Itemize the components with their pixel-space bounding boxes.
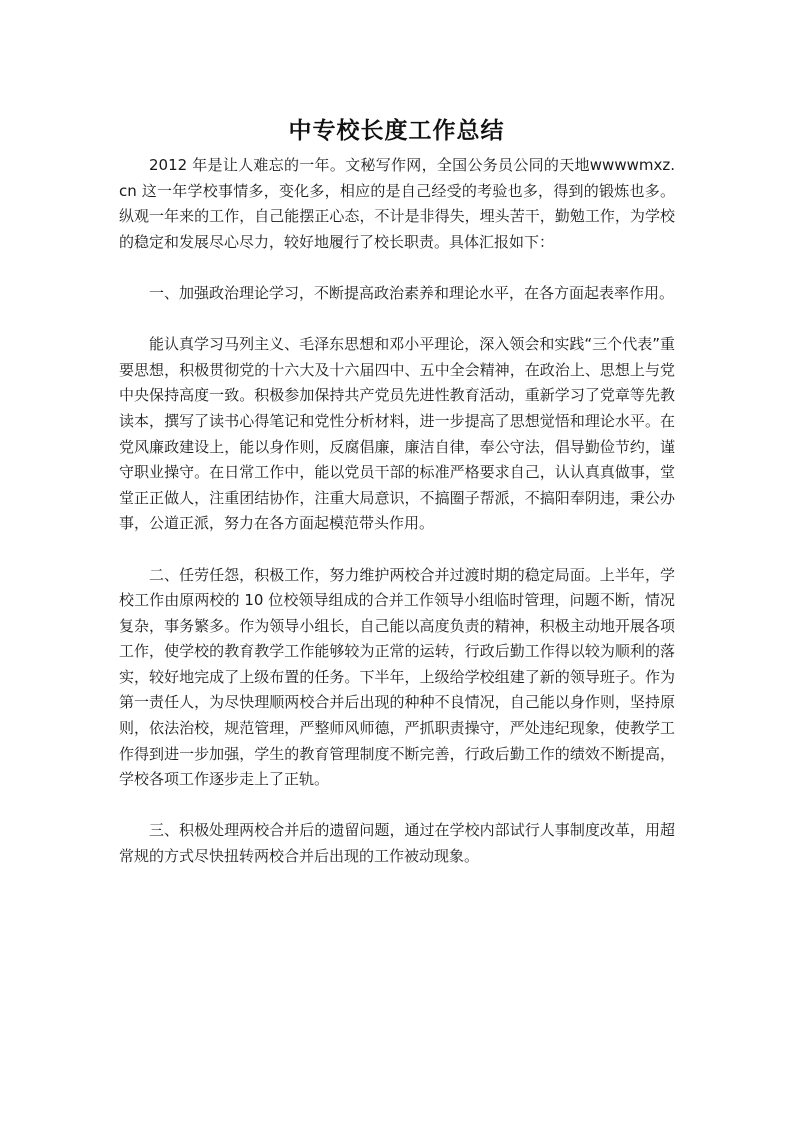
paragraph-section-1-body: 能认真学习马列主义、毛泽东思想和邓小平理论，深入领会和实践“三个代表”重要思想，积极贯彻党的十六大及十六届四中、五中全会精神，在政治上、思想上与党中央保持高度一致。积极参加保持共产党员先进性教育活动，重新学习了党章等先教读本，撰写了读书心得笔记和党性分析材料，进一步提高了思想觉悟和理论水平。在党风廉政建设上，能以身作则，反腐倡廉，廉洁自律，奉公守法，倡导勤俭节约，谨守职业操守。在日常工作中，能以党员干部的标准严格要求自己，认认真真做事，堂堂正正做人，注重团结协作，注重大局意识，不搞圈子帮派，不搞阳奉阴违，秉公办事，公道正派，努力在各方面起模范带头作用。: [119, 335, 675, 533]
paragraph-gap: [119, 307, 675, 333]
paragraph-section-2: 二、任劳任怨，积极工作，努力维护两校合并过渡时期的稳定局面。上半年，学校工作由原两校的 10 位校领导组成的合并工作领导小组临时管理，问题不断，情况复杂，事务繁多。作为领导小组长，自己能以高度负责的精神，积极主动地开展各项工作，使学校的教育教学工作能够较为正常的运转，行政后勤工作得以较为顺利的落实，较好地完成了上级布置的任务。下半年，上级给学校组建了新的领导班子。作为第一责任人，为尽快理顺两校合并后出现的种种不良情况，自己能以身作则，坚持原则，依法治校，规范管理，严整师风师德，严抓职责操守，严处违纪现象，使教学工作得到进一步加强，学生的教育管理制度不断完善，行政后勤工作的绩效不断提高，学校各项工作逐步走上了正轨。: [119, 565, 675, 789]
document-title: 中专校长度工作总结: [288, 118, 505, 144]
paragraph-section-1-heading: 一、加强政治理论学习，不断提高政治素养和理论水平，在各方面起表率作用。: [149, 283, 675, 302]
paragraph-section-3: 三、积极处理两校合并后的遗留问题，通过在学校内部试行人事制度改革，用超常规的方式尽快扭转两校合并后出现的工作被动现象。: [119, 821, 675, 866]
paragraph-gap: [119, 537, 675, 563]
paragraph-gap: [119, 255, 675, 281]
paragraph-intro: 2012 年是让人难忘的一年。文秘写作网，全国公务员公同的天地wwwwmxz.cn 这一年学校事情多，变化多，相应的是自己经受的考验也多，得到的锻炼也多。纵观一年来的工作，自己能摆正心态，不计是非得失，埋头苦干，勤勉工作，为学校的稳定和发展尽心尽力，较好地履行了校长职责。具体汇报如下：: [119, 156, 675, 251]
paragraph-gap: [119, 793, 675, 819]
document-body: [119, 153, 675, 870]
